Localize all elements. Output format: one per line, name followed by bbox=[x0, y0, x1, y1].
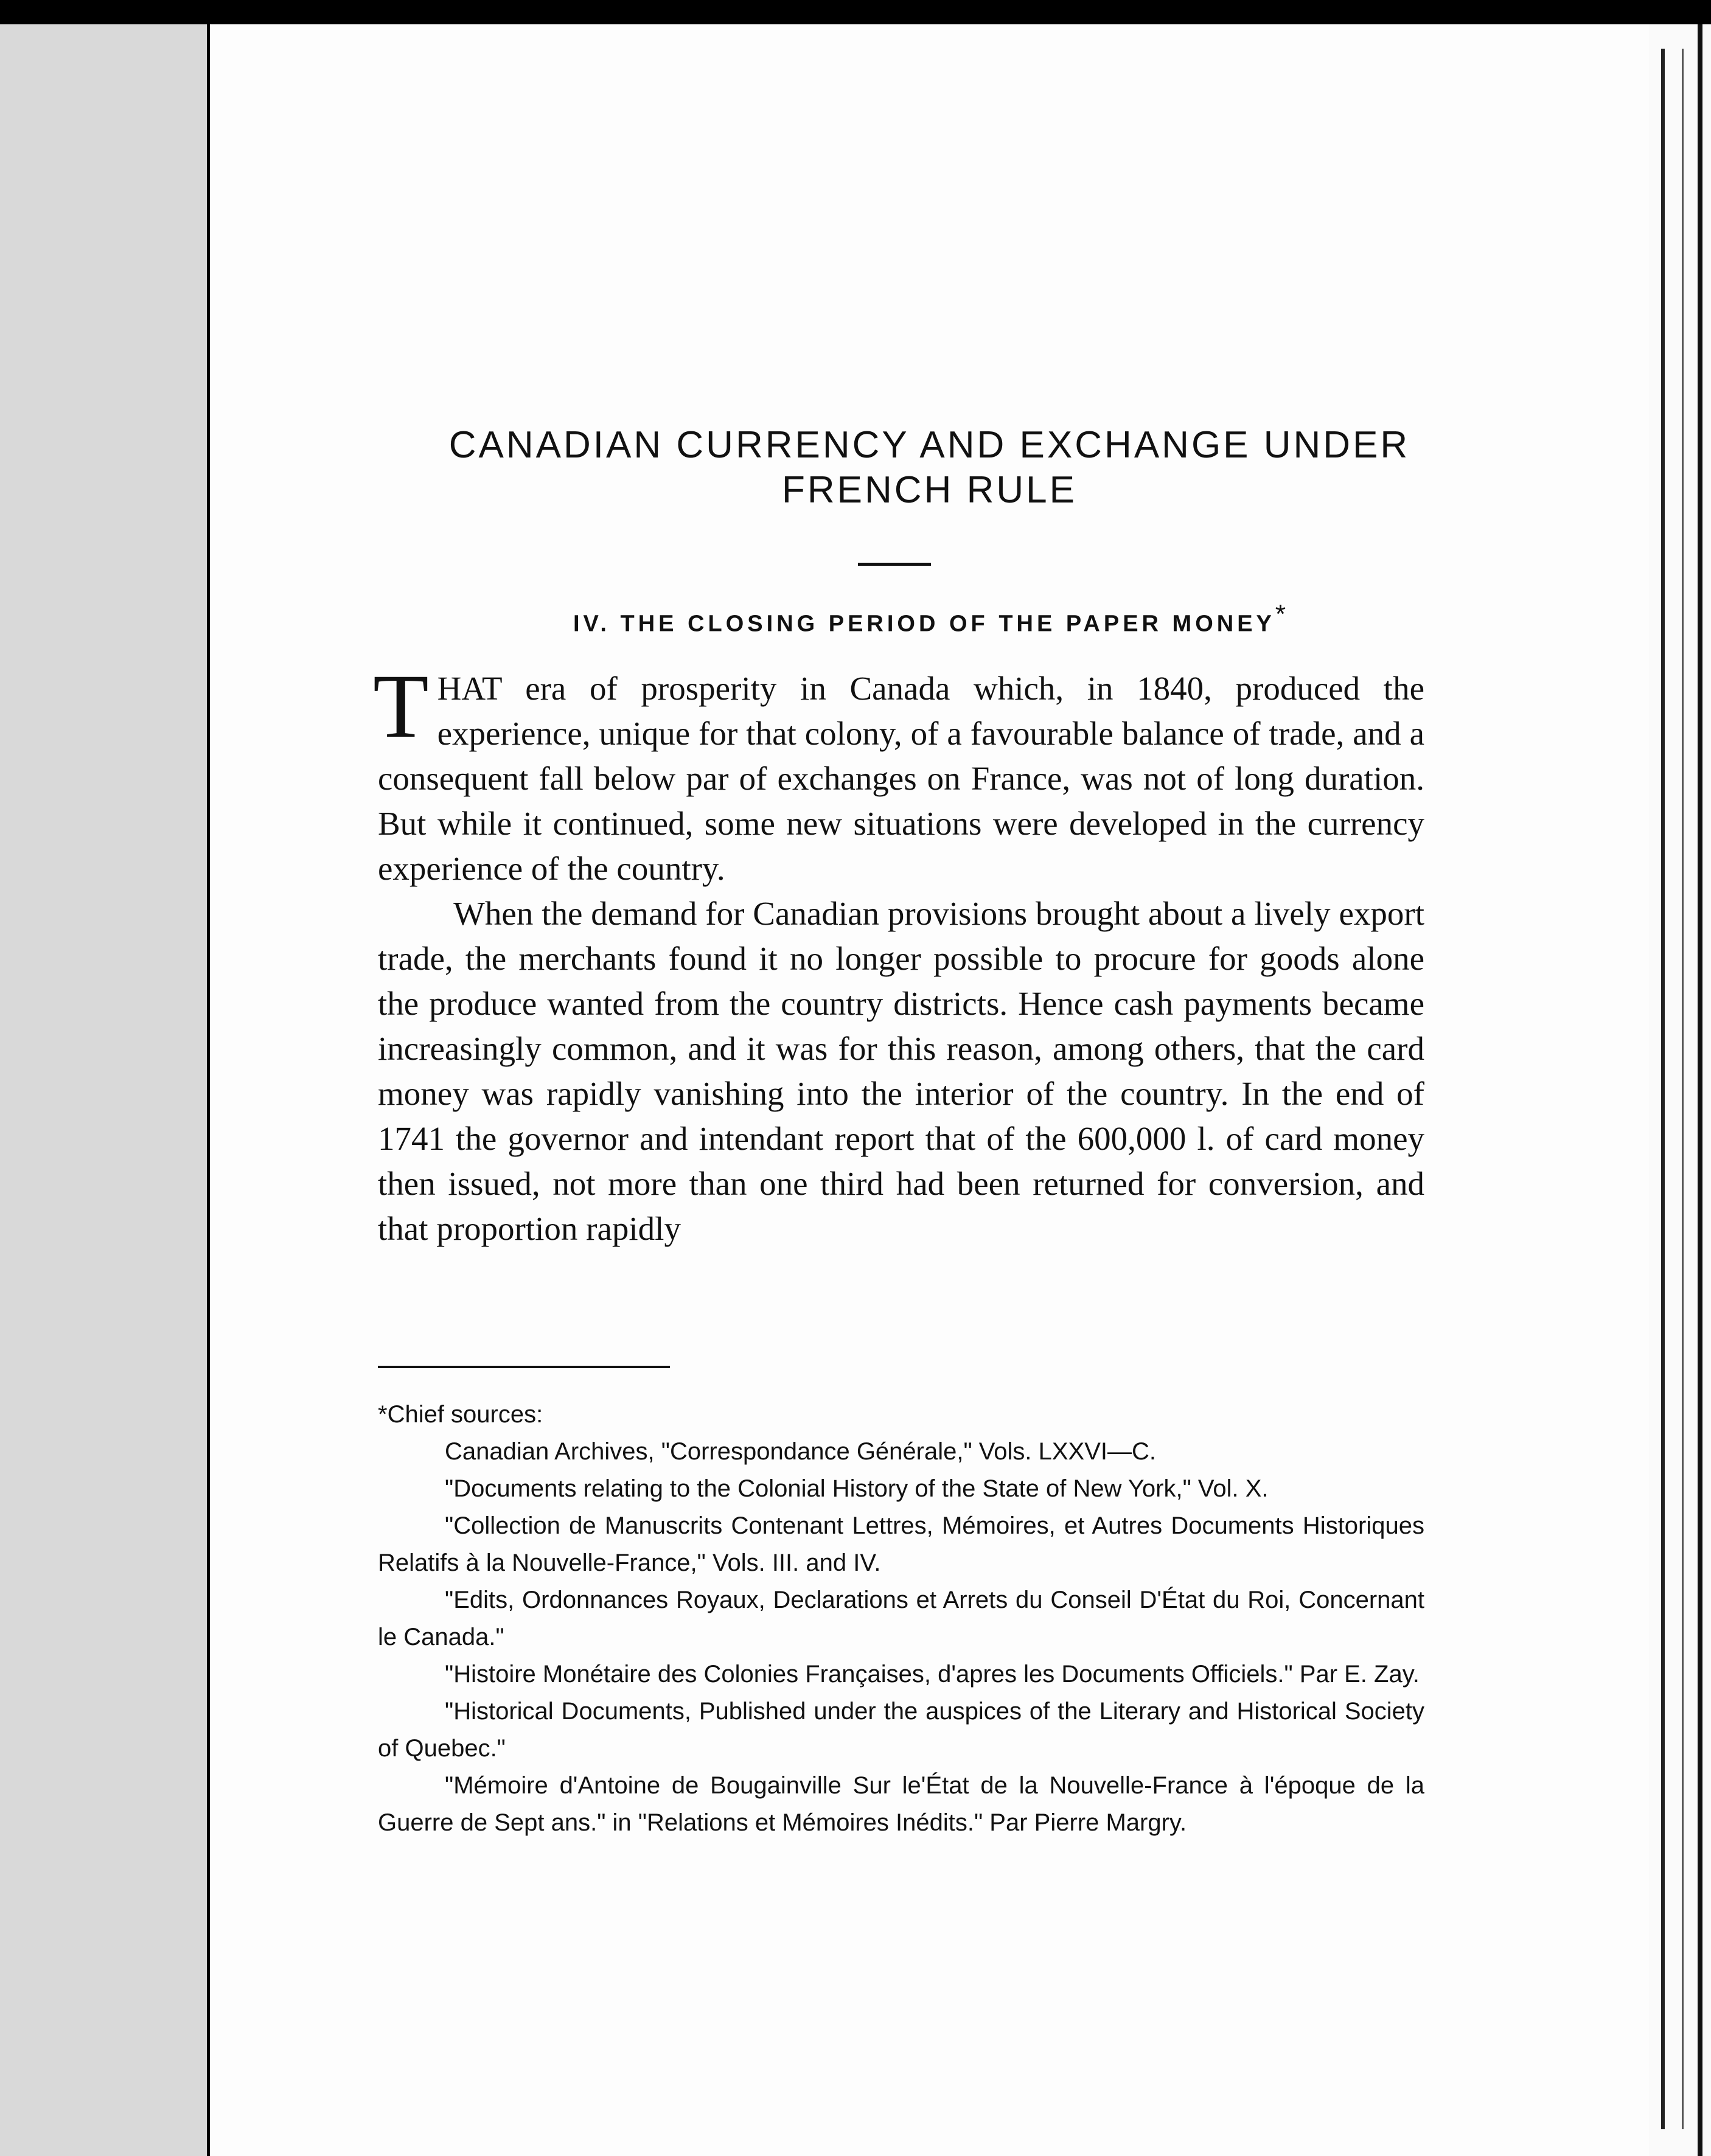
section-subtitle bbox=[210, 599, 1649, 638]
page-edge-line bbox=[1682, 49, 1684, 2129]
footnote-source: "Histoire Monétaire des Colonies Françaises, d'apres les Documents Officiels." Par E. Zay. bbox=[445, 1661, 1420, 1688]
subtitle-text: IV. THE CLOSING PERIOD OF THE PAPER MONEY bbox=[573, 611, 1275, 637]
footnote-divider bbox=[378, 1366, 670, 1368]
paragraph-2: When the demand for Canadian provisions brought about a lively export trade, the merchants found it no longer possible to procure for goods alone the produce wanted from the country districts. Hence cash payments became increasingly common, and it was for this reason, among others, that the card money was rapidly vanishing into the interior of the country. In the end of 1741 the governor and intendant report that of the 600,000 l. of card money then issued, not more than one third had been returned for conversion, and that proportion rapidly bbox=[378, 895, 1424, 1247]
footnote-source: "Collection de Manuscrits Contenant Lettres, Mémoires, et Autres Documents Historiques Relatifs à la Nouvelle-France," Vols. III. and IV. bbox=[378, 1512, 1424, 1576]
footnote-source: Canadian Archives, "Correspondance Générale," Vols. LXXVI—C. bbox=[445, 1438, 1157, 1465]
subtitle-footnote-mark: * bbox=[1275, 599, 1286, 629]
page-edge-line bbox=[1661, 49, 1665, 2129]
footnote-source: "Documents relating to the Colonial History of the State of New York," Vol. X. bbox=[445, 1475, 1269, 1502]
page-edge-line bbox=[1698, 24, 1702, 2156]
drop-cap: T bbox=[373, 656, 429, 757]
footnote-source: "Mémoire d'Antoine de Bougainville Sur le'État de la Nouvelle-France à l'époque de la Guerre de Sept ans." in "Relations et Mémoires Inédits." Par Pierre Margry. bbox=[378, 1772, 1424, 1836]
footnote-heading: *Chief sources: bbox=[378, 1401, 543, 1428]
body-text bbox=[373, 656, 1424, 1251]
scan-right-edge bbox=[1649, 24, 1711, 2156]
title-divider bbox=[858, 563, 931, 566]
footnote-source: "Historical Documents, Published under the auspices of the Literary and Historical Society of Quebec." bbox=[378, 1698, 1424, 1762]
paragraph-1-text: HAT era of prosperity in Canada which, in 1840, produced the experience, unique for that colony, of a favourable balance of trade, and a consequent fall below par of exchanges on France, was not of long duration. But while it continued, some new situations were developed in the currency experience of the country. bbox=[378, 670, 1424, 887]
footnotes bbox=[378, 1396, 1424, 1841]
document-page bbox=[210, 24, 1649, 2156]
scan-left-margin bbox=[0, 24, 207, 2156]
title-line-1: CANADIAN CURRENCY AND EXCHANGE UNDER bbox=[448, 424, 1410, 466]
footnote-source: "Edits, Ordonnances Royaux, Declarations et Arrets du Conseil D'État du Roi, Concernant le Canada." bbox=[378, 1587, 1424, 1650]
paragraph-1 bbox=[373, 656, 1424, 891]
title-line-2: FRENCH RULE bbox=[782, 469, 1077, 511]
article-title bbox=[210, 423, 1649, 513]
